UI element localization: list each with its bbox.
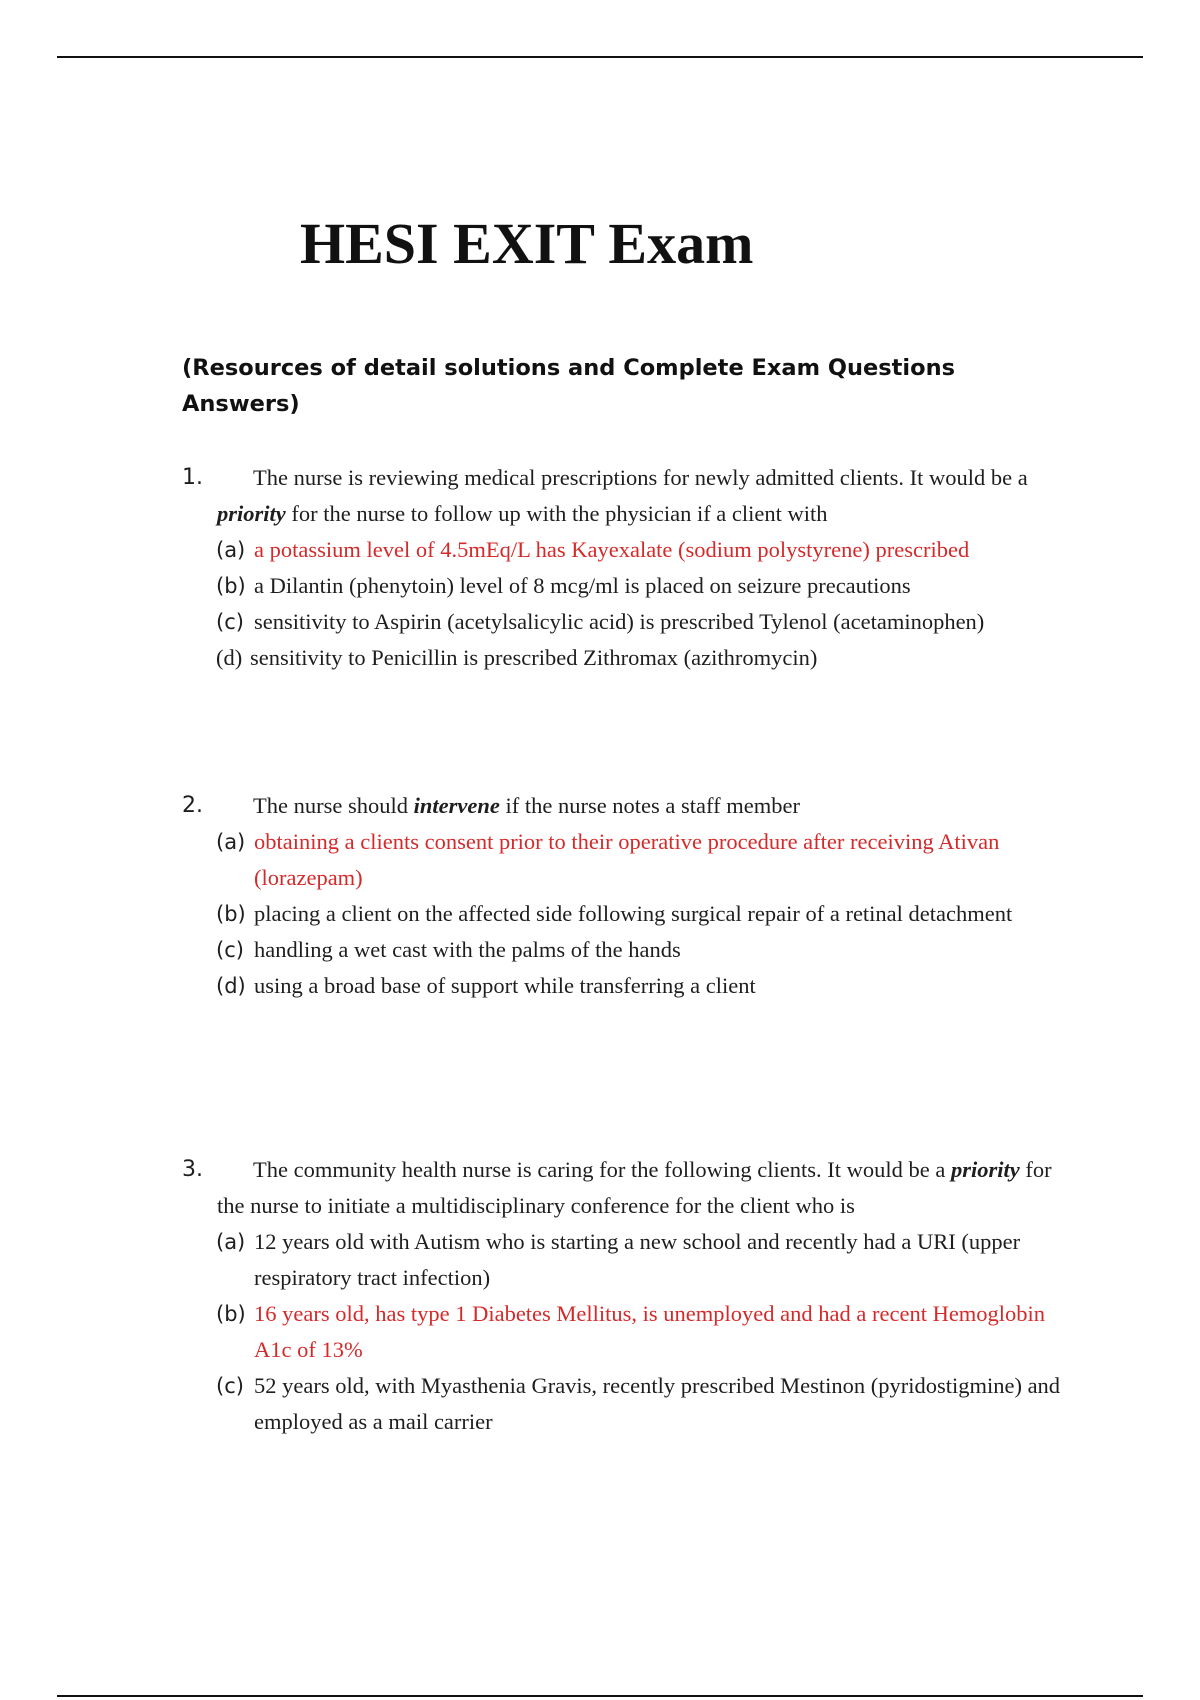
option-text: sensitivity to Aspirin (acetylsalicylic acid) is prescribed Tylenol (acetaminophen)	[254, 609, 985, 634]
question-stem	[0, 1152, 1057, 1224]
answer-option[interactable]	[0, 604, 1070, 640]
option-label: (d)	[216, 974, 246, 998]
document-title: HESI EXIT Exam	[300, 211, 754, 276]
option-label: (a)	[216, 1230, 246, 1254]
stem-text: The nurse is reviewing medical prescriptions for newly admitted clients. It would be a	[253, 465, 1028, 490]
option-text: a potassium level of 4.5mEq/L has Kayexalate (sodium polystyrene) prescribed	[254, 537, 970, 562]
stem-emphasis: priority	[950, 1157, 1020, 1182]
option-label: (d)	[216, 645, 243, 670]
answer-option[interactable]	[0, 1296, 1070, 1368]
option-text: 12 years old with Autism who is starting a new school and recently had a URI (upper respiratory tract infection)	[254, 1229, 1021, 1290]
stem-text: for the nurse to follow up with the physician if a client with	[285, 501, 828, 526]
question-stem	[0, 460, 1057, 532]
header-rule	[57, 56, 1143, 58]
answer-option[interactable]	[0, 932, 1070, 968]
option-label: (c)	[216, 938, 244, 962]
answer-option[interactable]	[0, 1224, 1070, 1296]
option-text: a Dilantin (phenytoin) level of 8 mcg/ml is placed on seizure precautions	[254, 573, 911, 598]
stem-text: for the nurse to initiate a multidisciplinary conference for the client who is	[217, 1157, 1052, 1218]
answer-option[interactable]	[0, 1368, 1070, 1440]
option-label: (b)	[216, 574, 246, 598]
document-subtitle: (Resources of detail solutions and Complete Exam Questions Answers)	[182, 355, 956, 417]
answer-option[interactable]	[0, 568, 1070, 604]
question-2	[0, 788, 1200, 1004]
option-label: (b)	[216, 902, 246, 926]
stem-emphasis: intervene	[413, 793, 500, 818]
question-stem	[0, 788, 1057, 824]
option-text: using a broad base of support while transferring a client	[254, 973, 756, 998]
answer-option[interactable]	[0, 824, 1070, 896]
option-text: sensitivity to Penicillin is prescribed Zithromax (azithromycin)	[250, 645, 818, 670]
option-text: obtaining a clients consent prior to their operative procedure after receiving Ativan (lorazepam)	[254, 829, 1000, 890]
question-3	[0, 1152, 1200, 1440]
answer-option[interactable]	[0, 640, 1066, 676]
answer-option[interactable]	[0, 532, 1070, 568]
option-label: (b)	[216, 1302, 246, 1326]
option-text: 16 years old, has type 1 Diabetes Mellitus, is unemployed and had a recent Hemoglobin A1c of 13%	[254, 1301, 1046, 1362]
option-label: (a)	[216, 538, 246, 562]
option-text: placing a client on the affected side following surgical repair of a retinal detachment	[254, 901, 1013, 926]
option-text: handling a wet cast with the palms of the hands	[254, 937, 681, 962]
option-label: (a)	[216, 830, 246, 854]
question-number: 3.	[182, 1157, 203, 1182]
question-number: 1.	[182, 465, 203, 490]
question-1	[0, 460, 1200, 676]
question-number: 2.	[182, 793, 203, 818]
option-label: (c)	[216, 610, 244, 634]
stem-text: The community health nurse is caring for the following clients. It would be a	[253, 1157, 951, 1182]
answer-option[interactable]	[0, 896, 1070, 932]
stem-text: The nurse should	[253, 793, 414, 818]
footer-rule	[57, 1695, 1143, 1697]
option-text: 52 years old, with Myasthenia Gravis, recently prescribed Mestinon (pyridostigmine) and employed as a mail carrier	[254, 1373, 1061, 1434]
answer-option[interactable]	[0, 968, 1070, 1004]
stem-emphasis: priority	[217, 501, 286, 526]
stem-text: if the nurse notes a staff member	[499, 793, 800, 818]
option-label: (c)	[216, 1374, 244, 1398]
